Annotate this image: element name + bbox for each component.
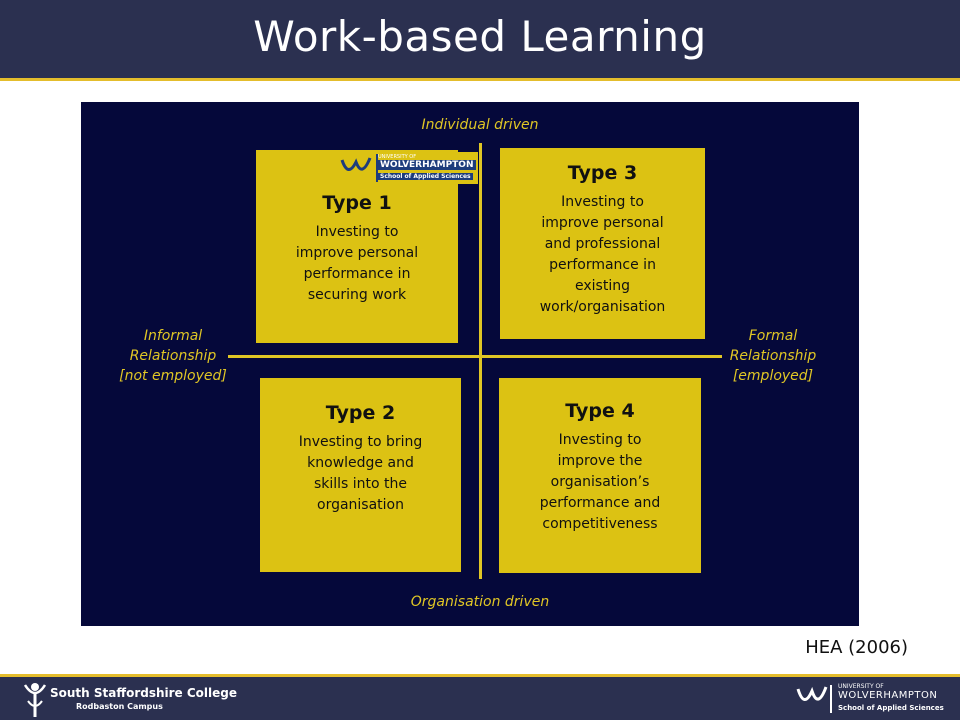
- college-name: South Staffordshire College: [50, 686, 238, 700]
- quadrant-type-2-title: Type 2: [325, 402, 396, 424]
- axis-label-right-1: Formal: [748, 328, 798, 344]
- quadrant-type-2-line: organisation: [317, 497, 404, 513]
- quadrant-type-4: [499, 378, 701, 573]
- quadrant-type-3-line: existing: [575, 278, 630, 294]
- university-logo-icon: [796, 683, 834, 715]
- quadrant-type-2-line: skills into the: [313, 476, 408, 492]
- quadrant-type-3-line: improve personal: [541, 215, 664, 231]
- axis-label-left: [108, 326, 238, 386]
- axis-label-right-3: [employed]: [732, 368, 814, 384]
- quadrant-type-4-line: improve the: [557, 453, 643, 469]
- quadrant-type-3-line: Investing to: [561, 194, 644, 210]
- axis-label-bottom: Organisation driven: [410, 594, 550, 610]
- quadrant-type-4-line: competitiveness: [542, 516, 658, 532]
- university-logo-school: School of Applied Sciences: [838, 704, 944, 712]
- quadrant-type-3: [500, 148, 705, 339]
- quadrant-type-1-title: Type 1: [322, 192, 392, 214]
- quadrant-type-4-line: organisation’s: [550, 474, 650, 490]
- vertical-axis: [479, 143, 482, 579]
- quadrant-type-2-line: knowledge and: [307, 455, 414, 471]
- university-logo-small: UNIVERSITY OF: [838, 683, 884, 690]
- quadrant-type-4-title: Type 4: [565, 400, 635, 422]
- college-logo-icon: [22, 681, 48, 719]
- quadrant-type-2: [260, 378, 461, 572]
- quadrant-type-3-line: performance in: [549, 257, 656, 273]
- footer-bar: [0, 674, 960, 720]
- inline-logo-small: UNIVERSITY OF: [378, 154, 417, 160]
- citation: HEA (2006): [805, 637, 908, 658]
- quadrant-type-2-line: Investing to bring: [298, 434, 423, 450]
- axis-label-top: Individual driven: [421, 117, 539, 133]
- inline-logo-name: WOLVERHAMPTON: [380, 160, 474, 170]
- slide-title: Work-based Learning: [253, 12, 707, 61]
- axis-label-left-2: Relationship: [129, 348, 217, 364]
- axis-label-right-2: Relationship: [729, 348, 817, 364]
- quadrant-type-4-line: performance and: [539, 495, 661, 511]
- axis-label-right: [712, 326, 834, 386]
- axis-label-left-1: Informal: [143, 328, 203, 344]
- quadrant-type-1-line: performance in: [303, 266, 411, 282]
- quadrant-type-3-line: and professional: [544, 236, 661, 252]
- quadrant-type-1-line: improve personal: [295, 245, 419, 261]
- inline-logo-school: School of Applied Sciences: [380, 173, 471, 180]
- quadrant-type-1-line: securing work: [307, 287, 407, 303]
- quadrant-type-3-title: Type 3: [567, 162, 638, 184]
- university-logo-name: WOLVERHAMPTON: [838, 690, 938, 701]
- quadrant-type-3-line: work/organisation: [539, 299, 666, 315]
- quadrant-type-1-line: Investing to: [315, 224, 399, 240]
- college-campus: Rodbaston Campus: [76, 702, 163, 711]
- quadrant-type-4-line: Investing to: [558, 432, 642, 448]
- axis-label-left-3: [not employed]: [119, 368, 227, 384]
- horizontal-axis: [228, 355, 722, 358]
